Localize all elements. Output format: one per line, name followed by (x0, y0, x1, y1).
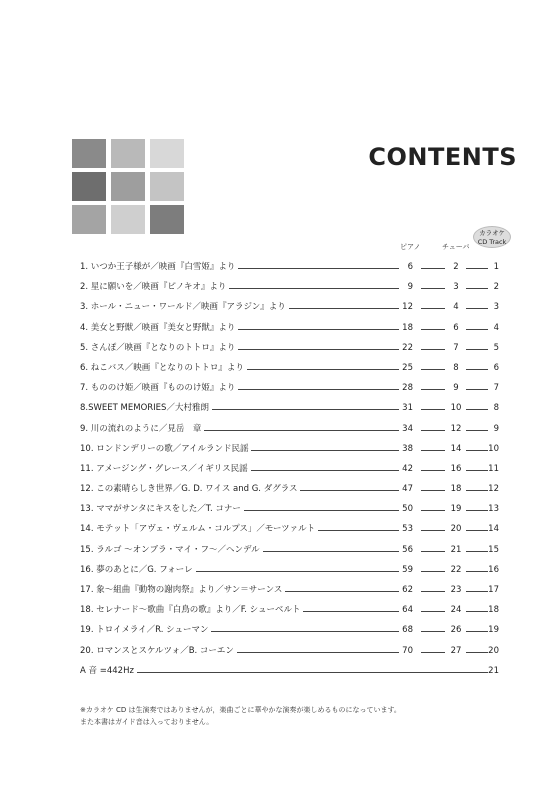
cd-track-number: 18 (488, 605, 499, 616)
cd-track-number: 15 (488, 544, 499, 555)
tuba-page: 18 (450, 484, 462, 495)
leader-line (421, 369, 445, 370)
footnote-line: また本書はガイド音は入っておりません。 (80, 718, 214, 726)
grid-square (150, 139, 184, 168)
leader-line (421, 409, 445, 410)
entry-title: 11. アメージング・グレース／イギリス民謡 (80, 464, 251, 475)
entry-title: 7. もののけ姫／映画『もののけ姫』より (80, 383, 238, 394)
piano-page: 31 (402, 403, 413, 414)
leader-line (421, 571, 445, 572)
piano-page: 62 (402, 585, 413, 595)
piano-page: 70 (402, 645, 413, 656)
leader-line (421, 329, 445, 330)
cd-track-number: 8 (493, 403, 499, 414)
piano-page: 25 (402, 362, 413, 373)
column-header-karaoke-badge (473, 226, 511, 248)
entry-title: 2. 星に願いを／映画『ピノキオ』より (80, 282, 229, 293)
tuba-page: 19 (450, 504, 462, 515)
leader-line (421, 631, 445, 632)
leader-line (466, 470, 488, 471)
toc-entry (80, 666, 500, 686)
leader-line (421, 389, 445, 390)
leader-line (466, 349, 488, 350)
piano-page: 50 (402, 504, 413, 515)
cd-track-number: 16 (488, 564, 499, 575)
tuba-page: 4 (453, 302, 459, 313)
tuba-page: 16 (450, 463, 462, 474)
toc-entry (80, 403, 500, 423)
piano-page: 28 (402, 383, 413, 394)
grid-square (111, 139, 145, 168)
leader-line (466, 329, 488, 330)
page-title: CONTENTS (368, 143, 517, 171)
cd-track-number: 12 (488, 484, 499, 495)
piano-page: 56 (402, 544, 413, 555)
toc-entry (80, 363, 500, 383)
leader-line (466, 288, 488, 289)
cd-track-number: 17 (488, 585, 499, 595)
contents-list (80, 262, 500, 686)
piano-page: 64 (402, 605, 413, 616)
karaoke-label: カラオケ (479, 229, 505, 237)
entry-title: 4. 美女と野獣／映画『美女と野獣』より (80, 323, 238, 334)
decorative-square-grid (72, 139, 184, 234)
cd-track-number: 2 (493, 282, 499, 293)
tuba-page: 24 (450, 605, 462, 616)
entry-title: 5. さんぽ／映画『となりのトトロ』より (80, 343, 238, 354)
leader-line (421, 268, 445, 269)
leader-line (80, 672, 488, 673)
tuba-page: 20 (450, 524, 462, 535)
grid-square (111, 172, 145, 201)
toc-entry (80, 524, 500, 544)
piano-page: 42 (402, 463, 413, 474)
cd-track-number: 10 (488, 443, 499, 454)
piano-page: 34 (402, 423, 413, 434)
leader-line (421, 490, 445, 491)
leader-line (466, 530, 488, 531)
leader-line (466, 369, 488, 370)
grid-square (150, 205, 184, 234)
entry-title: 13. ママがサンタにキスをした／T. コナー (80, 504, 244, 515)
cd-track-number: 13 (488, 504, 499, 515)
entry-title: 9. 川の流れのように／見岳 章 (80, 424, 204, 435)
toc-entry (80, 282, 500, 302)
tuba-page: 23 (450, 585, 462, 595)
tuba-page: 7 (453, 342, 459, 353)
cd-track-number: 5 (493, 342, 499, 353)
leader-line (466, 571, 488, 572)
piano-page: 59 (402, 564, 413, 575)
leader-line (421, 551, 445, 552)
grid-square (72, 139, 106, 168)
toc-entry (80, 464, 500, 484)
toc-entry (80, 302, 500, 322)
leader-line (421, 470, 445, 471)
entry-title: 8.SWEET MEMORIES／大村雅朗 (80, 403, 212, 414)
cd-track-number: 9 (493, 423, 499, 434)
cd-track-number: 11 (488, 463, 499, 474)
leader-line (421, 510, 445, 511)
leader-line (466, 591, 488, 592)
entry-title: 18. セレナード～歌曲『白鳥の歌』より／F. シューベルト (80, 605, 303, 616)
cd-track-number: 20 (488, 645, 499, 656)
leader-line (466, 551, 488, 552)
piano-page: 22 (402, 342, 413, 353)
tuba-page: 12 (450, 423, 462, 434)
entry-title: A 音 =442Hz (80, 666, 137, 677)
entry-title: 20. ロマンスとスケルツォ／B. コーエン (80, 646, 237, 657)
leader-line (421, 450, 445, 451)
cd-track-number: 3 (493, 302, 499, 313)
tuba-page: 6 (453, 322, 459, 333)
leader-line (466, 510, 488, 511)
cd-track-label: CD Track (477, 238, 507, 246)
leader-line (466, 389, 488, 390)
piano-page: 47 (402, 484, 413, 495)
entry-title: 14. モテット「アヴェ・ヴェルム・コルプス」／モーツァルト (80, 524, 318, 535)
leader-line (421, 591, 445, 592)
piano-page: 18 (402, 322, 413, 333)
cd-track-number: 21 (488, 665, 499, 676)
leader-line (466, 409, 488, 410)
tuba-page: 27 (450, 645, 462, 656)
toc-entry (80, 383, 500, 403)
toc-entry (80, 484, 500, 504)
leader-line (421, 308, 445, 309)
toc-entry (80, 605, 500, 625)
cd-track-number: 1 (493, 262, 499, 272)
entry-title: 12. この素晴らしき世界／G. D. ワイス and G. ダグラス (80, 484, 300, 495)
tuba-page: 10 (450, 403, 462, 414)
toc-entry (80, 323, 500, 343)
piano-page: 38 (402, 443, 413, 454)
toc-entry (80, 565, 500, 585)
entry-title: 17. 象～組曲『動物の謝肉祭』より／サン＝サーンス (80, 585, 285, 596)
piano-page: 6 (407, 262, 413, 272)
leader-line (466, 450, 488, 451)
leader-line (421, 349, 445, 350)
tuba-page: 14 (450, 443, 462, 454)
leader-line (421, 530, 445, 531)
cd-track-number: 7 (493, 383, 499, 394)
leader-line (466, 652, 488, 653)
grid-square (150, 172, 184, 201)
leader-line (466, 611, 488, 612)
toc-entry (80, 625, 500, 645)
toc-entry (80, 343, 500, 363)
tuba-page: 26 (450, 625, 462, 636)
tuba-page: 21 (450, 544, 462, 555)
piano-page: 68 (402, 625, 413, 636)
toc-entry (80, 545, 500, 565)
column-header-piano: ピアノ (400, 243, 421, 251)
footnote (80, 704, 401, 728)
footnote-line: ※カラオケ CD は生演奏ではありませんが，楽曲ごとに華やかな演奏が楽しめるものになっています。 (80, 706, 401, 714)
entry-title: 3. ホール・ニュー・ワールド／映画『アラジン』より (80, 302, 289, 313)
cd-track-number: 14 (488, 524, 499, 535)
piano-page: 9 (407, 282, 413, 293)
cd-track-number: 4 (493, 322, 499, 333)
piano-page: 12 (402, 302, 413, 313)
column-header-tuba: チューバ (442, 243, 470, 251)
piano-page: 53 (402, 524, 413, 535)
grid-square (72, 172, 106, 201)
tuba-page: 2 (453, 262, 459, 272)
entry-title: 16. 夢のあとに／G. フォーレ (80, 565, 196, 576)
entry-title: 6. ねこバス／映画『となりのトトロ』より (80, 363, 247, 374)
leader-line (466, 490, 488, 491)
leader-line (466, 430, 488, 431)
leader-line (421, 430, 445, 431)
cd-track-number: 6 (493, 362, 499, 373)
toc-entry (80, 504, 500, 524)
leader-line (421, 288, 445, 289)
tuba-page: 22 (450, 564, 462, 575)
entry-title: 1. いつか王子様が／映画『白雪姫』より (80, 262, 238, 273)
entry-title: 19. トロイメライ／R. シューマン (80, 625, 211, 636)
toc-entry (80, 585, 500, 605)
cd-track-number: 19 (488, 625, 499, 636)
tuba-page: 8 (453, 362, 459, 373)
tuba-page: 9 (453, 383, 459, 394)
leader-line (421, 611, 445, 612)
toc-entry (80, 444, 500, 464)
toc-entry (80, 424, 500, 444)
entry-title: 15. ラルゴ ～オンブラ・マイ・フ～／ヘンデル (80, 545, 263, 556)
leader-line (421, 652, 445, 653)
toc-entry (80, 262, 500, 282)
leader-line (466, 308, 488, 309)
grid-square (111, 205, 145, 234)
tuba-page: 3 (453, 282, 459, 293)
toc-entry (80, 646, 500, 666)
leader-line (466, 631, 488, 632)
grid-square (72, 205, 106, 234)
entry-title: 10. ロンドンデリーの歌／アイルランド民謡 (80, 444, 251, 455)
leader-line (466, 268, 488, 269)
